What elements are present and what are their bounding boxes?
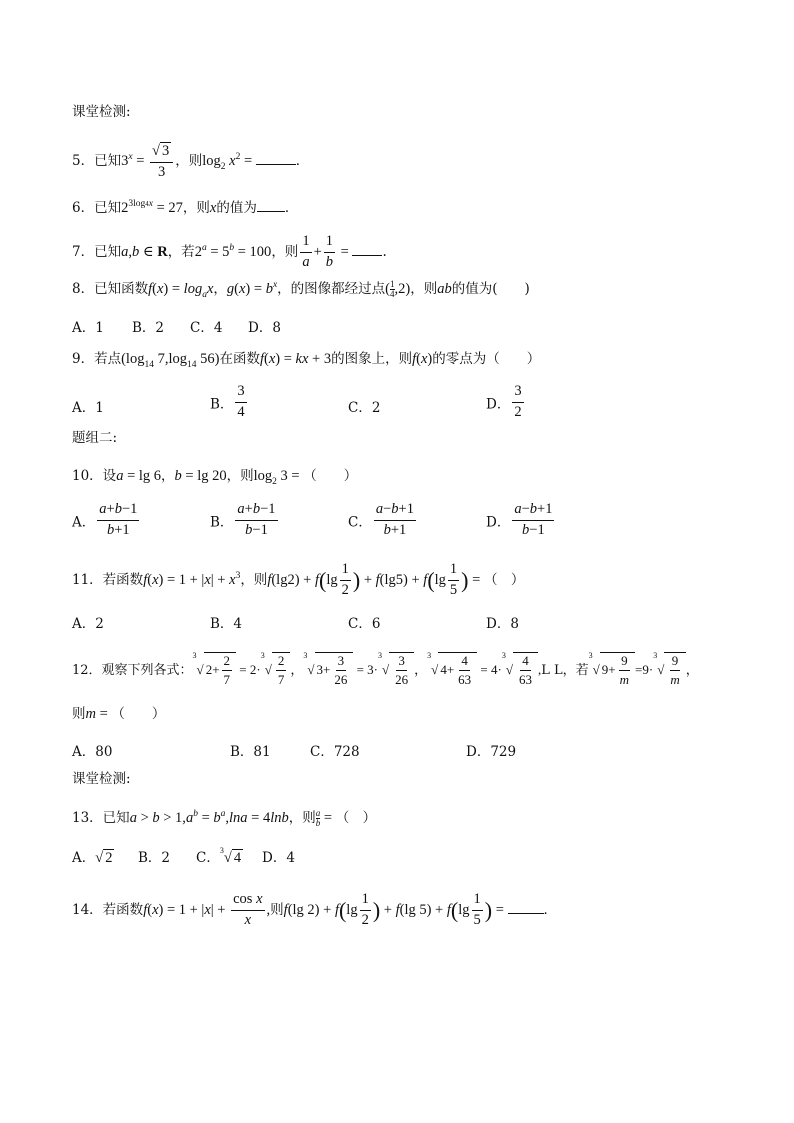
q11-option-c: C．6 (348, 616, 381, 632)
q11-mid: ，则 (240, 571, 268, 588)
q14-func: f(x) = 1 + |x| + $\frac{\text{cos x}}{x}$ , (143, 891, 271, 928)
q13-end: （ ） (335, 809, 377, 826)
q5-formula: $3^x$ = $\frac{√ 3}{3}$ (121, 153, 175, 169)
q8-mid3: ，则 (410, 280, 438, 297)
q9-mid2: 的图象上，则 (331, 351, 413, 367)
q11-func: $f(x) = 1 + |x| + x^3$ (143, 570, 241, 588)
section-header-group-2: 题组二: (72, 430, 118, 446)
q12-eq2: $^3$√ 3+ $\frac{3}{26}$ = 3·$^3$√ $\frac{3}{26}$ (303, 662, 414, 677)
q7-lead: 7．已知 (72, 243, 122, 260)
q5-log: $\log_2 x^2$ = (202, 151, 256, 172)
q7-mid2: ，则 (271, 243, 299, 260)
q12-dots: L L (541, 662, 563, 678)
q10-mid1: ， (161, 468, 175, 484)
q9-option-b: B． $\frac{3}{4}$ (210, 383, 245, 420)
q12-sep1: ， (290, 662, 304, 678)
q5-lead: 5．已知 (72, 152, 122, 169)
q10-option-b: B． $\frac{a+b-1}{b-1}$ (210, 501, 276, 538)
q12-mid: ，若 (562, 662, 589, 678)
q11-lead: 11．若函数 (72, 571, 144, 588)
question-8 (72, 280, 530, 300)
q12-eq1: $^3$√ 2+ $\frac{2}{7}$ = 2·$^3$√ $\frac{2}{7}$ (193, 662, 291, 677)
q14-mid: 则 (270, 901, 284, 918)
q12-line2-lead: 则 (72, 706, 86, 722)
q10-target: $\log_2 3$ = (253, 468, 304, 487)
q9-option-a: A．1 (72, 400, 104, 416)
q11-end: （ ） (483, 571, 525, 588)
q6-mid: ，则 (182, 199, 210, 216)
q6-formula: $2^{3log4x} = 27$ (121, 199, 183, 216)
q13-option-c: C．$^3$√ 4 (196, 846, 242, 866)
q8-lead: 8．已知函数 (72, 280, 149, 297)
q8-g-def: $g(x) = b^x$ (226, 280, 278, 297)
q10-end: （ ） (303, 468, 358, 484)
q12-eq-sign: = (95, 706, 112, 722)
q10-b-def: b = lg 20 (174, 468, 227, 484)
question-14 (72, 892, 557, 929)
q9-end: 的零点为（ ） (432, 351, 541, 367)
q13-lead: 13．已知 (72, 809, 130, 826)
question-7 (72, 234, 387, 271)
q13-mid: ，则 (288, 809, 316, 826)
q6-answer-blank (257, 211, 285, 212)
q9-point: ($\log_{14}$ $7,\log_{14}$ 56) (121, 351, 220, 370)
section-header-classroom-check-1: 课堂检测: (72, 104, 131, 120)
q10-lead: 10．设 (72, 468, 117, 484)
q11-expr: f(lg2) + f(lg $\frac{1}{2}$ ) + f(lg5) + f(lg $\frac{1}{5}$ ) = (267, 561, 484, 598)
q8-ab: ab (437, 280, 452, 297)
q12-option-c: C．728 (310, 744, 360, 760)
q13-ratio: $\frac{a}{b}$ = (315, 808, 336, 828)
q14-expr: f(lg 2) + f(lg $\frac{1}{2}$ ) + f(lg 5) + f(lg $\frac{1}{5}$ ) = (283, 891, 508, 928)
q5-answer-blank (256, 164, 296, 165)
q12-option-d: D．729 (466, 744, 517, 760)
q7-end: . (382, 243, 387, 260)
q14-answer-blank (508, 913, 544, 914)
q8-option-b: B．2 (132, 320, 165, 336)
q9-option-d: D． $\frac{3}{2}$ (486, 383, 522, 420)
question-6: 6．已知$2^{3log4x} = 27$，则x的值为 ． (72, 199, 299, 216)
q10-option-c: C． $\frac{a-b+1}{b+1}$ (348, 501, 414, 538)
q13-cond: $a > b > 1,a^b = b^a,\ln a = 4\ln b$ (129, 809, 289, 826)
question-12 (72, 652, 699, 688)
q10-mid2: ，则 (226, 468, 254, 484)
q7-cond: $2^a = 5^b = 100$ (194, 242, 272, 260)
q10-option-d: D． $\frac{a-b+1}{b-1}$ (486, 501, 553, 538)
q11-option-b: B．4 (210, 616, 243, 632)
question-9 (72, 352, 540, 370)
question-10 (72, 469, 357, 487)
q12-option-b: B．81 (230, 744, 271, 760)
q14-lead: 14．若函数 (72, 901, 144, 918)
q12-eq3: $^3$√ 4+ $\frac{4}{63}$ = 4·$^3$√ $\frac{4}{63}$ , (427, 651, 542, 688)
q13-option-d: D．4 (262, 850, 295, 866)
q12-lead: 12．观察下列各式： (72, 662, 193, 678)
q7-mid1: ，若 (167, 243, 195, 260)
q10-option-a: A． $\frac{a+b-1}{b+1}$ (72, 501, 138, 538)
q7-set: a,b ∈ R (121, 243, 168, 260)
q9-func: f(x) = kx + 3 (259, 351, 332, 367)
q9-mid1: 在函数 (219, 351, 260, 367)
q8-point: ( $\frac{1}{4}$ ,2) (385, 279, 411, 299)
q5-sep: ，则 (175, 152, 203, 169)
q8-f-def: $(x) = \log_ax$ (152, 280, 214, 300)
q14-end: ． (543, 901, 558, 918)
q8-mid1: ， (213, 280, 227, 297)
q13-option-a: A．√ 2 (72, 850, 113, 866)
q7-expr: $\frac{1}{a}$ + $\frac{1}{b}$ = (302, 233, 353, 270)
question-13 (72, 809, 376, 828)
q12-sep3: ， (685, 662, 699, 678)
q11-option-a: A．2 (72, 616, 104, 632)
q10-a-def: a = lg 6 (116, 468, 162, 484)
q8-option-a: A．1 (72, 320, 104, 336)
q5-end: ． (295, 152, 310, 169)
question-5 (72, 142, 309, 181)
q7-answer-blank (352, 255, 382, 256)
q13-option-b: B．2 (138, 850, 171, 866)
q9-fx: f(x) (412, 351, 433, 367)
q12-m: m (85, 706, 96, 722)
q8-end: 的值为( ) (451, 280, 530, 297)
q8-f: f (148, 280, 153, 297)
q6-lead: 6．已知 (72, 199, 122, 216)
question-12-line-2 (72, 707, 165, 722)
question-11 (72, 562, 524, 599)
q8-option-d: D．8 (248, 320, 281, 336)
q6-end: 的值为 (216, 199, 257, 216)
q6-var: x (209, 199, 217, 216)
q9-lead: 9．若点 (72, 351, 122, 367)
q8-option-c: C．4 (190, 320, 223, 336)
q12-option-a: A．80 (72, 744, 113, 760)
q8-mid2: ，的图像都经过点 (277, 280, 386, 297)
q12-end: （ ） (111, 706, 166, 722)
q12-sep2: ， (414, 662, 428, 678)
section-header-classroom-check-2: 课堂检测: (72, 771, 131, 787)
q11-option-d: D．8 (486, 616, 519, 632)
q12-eq4: $^3$√ 9+ $\frac{9}{m}$ =9·$^3$√ $\frac{9}{m}$ (589, 662, 686, 677)
q9-option-c: C．2 (348, 400, 381, 416)
